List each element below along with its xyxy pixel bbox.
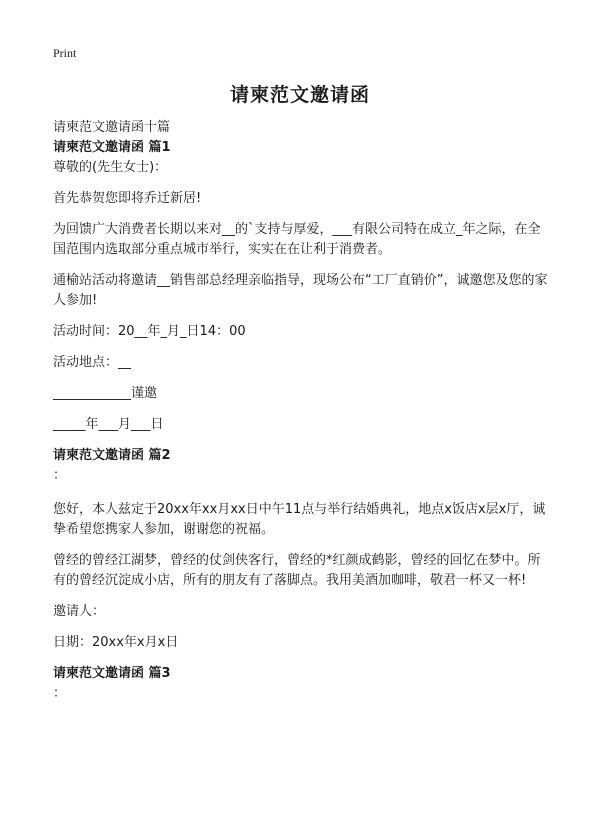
- document-subtitle: 请柬范文邀请函十篇: [53, 120, 171, 135]
- section-heading-2: 请柬范文邀请函 篇2: [53, 448, 171, 463]
- paragraph: 为回馈广大消费者长期以来对__的`支持与厚爱，___有限公司特在成立_年之际，在全国范围内选取部分重点城市举行，实实在在让利于消费者。: [53, 222, 541, 257]
- paragraph: 通榆站活动将邀请__销售部总经理亲临指导，现场公布“工厂直销价”，诚邀您及您的家人参加!: [53, 273, 548, 308]
- inviter-line: 邀请人：: [53, 604, 106, 619]
- date-line: _____年___月___日: [53, 417, 164, 432]
- event-time: 活动时间：20__年_月_日14：00: [53, 324, 246, 339]
- document-body: [53, 118, 553, 718]
- date-line: 日期：20xx年x月x日: [53, 635, 179, 650]
- document-title: 请柬范文邀请函: [229, 84, 370, 106]
- signature-line: ____________谨邀: [53, 386, 158, 401]
- salutation: ：: [53, 686, 67, 701]
- section-heading-1: 请柬范文邀请函 篇1: [53, 140, 171, 155]
- print-label: Print: [53, 46, 77, 60]
- salutation: 尊敬的(先生女士)：: [53, 160, 168, 175]
- paragraph: 曾经的曾经江湖梦，曾经的仗剑侠客行，曾经的*红颜成鹤影，曾经的回忆在梦中。所有的曾经沉淀成小店，所有的朋友有了落脚点。我用美酒加咖啡，敬君一杯又一杯!: [53, 553, 541, 588]
- event-location: 活动地点：__: [53, 355, 132, 370]
- salutation: ：: [53, 468, 67, 483]
- paragraph: 首先恭贺您即将乔迁新居!: [53, 191, 202, 206]
- section-heading-3: 请柬范文邀请函 篇3: [53, 666, 171, 681]
- paragraph: 您好，本人兹定于20xx年xx月xx日中午11点与举行结婚典礼，地点x饭店x层x厅，诚挚希望您携家人参加，谢谢您的祝福。: [53, 502, 546, 537]
